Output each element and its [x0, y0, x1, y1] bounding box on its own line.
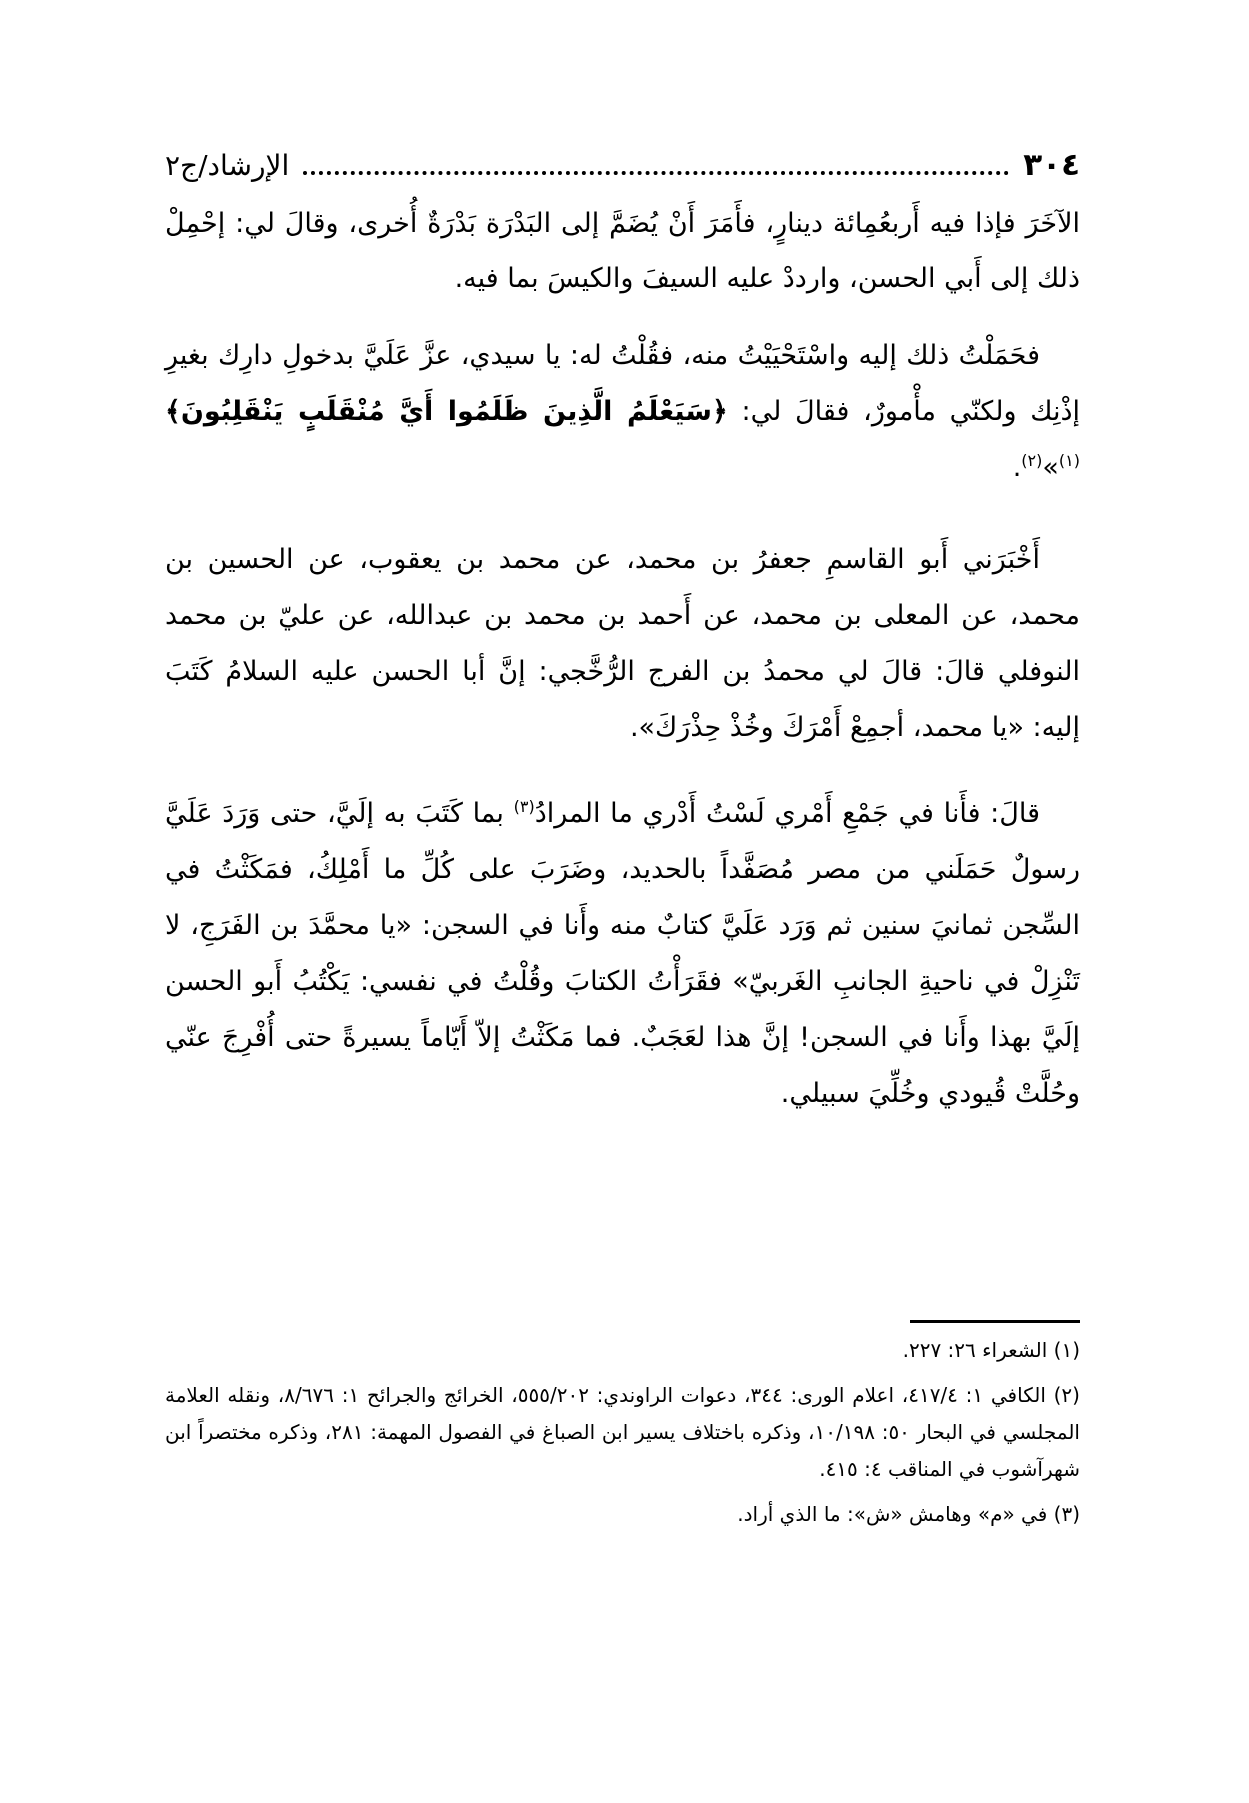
footnote-ref-2: (٢) — [1021, 451, 1043, 470]
closing-quote: » — [1042, 452, 1059, 483]
paragraph-1: الآخَرَ فإذا فيه أَربعُمِائة دينارٍ، فأَمَرَ أَنْ يُضَمَّ إلى البَدْرَة بَدْرَةٌ أُخرى، وقالَ لي: إحْمِلْ ذلك إلى أَبي الحسن، وارددْ عليه السيفَ والكيسَ بما فيه. — [165, 208, 1080, 294]
paragraph-2-end: . — [1012, 452, 1022, 483]
paragraph-4-start: قالَ: فأَنا في جَمْعِ أَمْري لَسْتُ أَدْري ما المرادُ — [534, 798, 1041, 829]
running-title: الإرشاد/ج٢ — [165, 148, 290, 182]
paragraph-3: أَخْبَرَني أَبو القاسمِ جعفرُ بن محمد، عن محمد بن يعقوب، عن الحسين بن محمد، عن المعلى بن محمد، عن أَحمد بن محمد بن عبدالله، عن عليّ بن محمد النوفلي قالَ: قالَ لي محمدُ بن الفرج الرُّخَّجي: إنَّ أبا الحسن عليه السلامُ كَتَبَ إليه: «يا محمد، أجمِعْ أَمْرَكَ وخُذْ حِذْرَكَ». — [165, 544, 1080, 743]
footnotes — [165, 1332, 1080, 1541]
paragraph-2-text: فحَمَلْتُ ذلك إليه واسْتَحْيَيْتُ منه، فقُلْتُ له: يا سيدي، عزَّ عَلَيَّ بدخولِ دارِك بغيرِ إذْنِك ولكنّي مأْمورٌ، فقالَ لي: — [165, 340, 1080, 427]
footnote-1: (١) الشعراء ٢٦: ٢٢٧. — [902, 1338, 1080, 1362]
footnote-separator — [910, 1320, 1080, 1323]
page-header — [165, 140, 1080, 190]
page-number: ٣٠٤ — [1023, 147, 1080, 183]
quran-verse: ﴿سَيَعْلَمُ الَّذِينَ ظَلَمُوا أَيَّ مُنْقَلَبٍ يَنْقَلِبُونَ﴾ — [165, 396, 728, 427]
paragraph-4-rest: بما كَتَبَ به إلَيَّ، حتى وَرَدَ عَلَيَّ رسولٌ حَمَلَني من مصر مُصَفَّداً بالحديد، وضَرَبَ على كُلِّ ما أَمْلِكُ، فمَكَثْتُ في السِّجن ثمانيَ سنين ثم وَرَد عَلَيَّ كتابٌ منه وأَنا في السجن: «يا محمَّدَ بن الفَرَجِ، لا تَنْزِلْ في ناحيةِ الجانبِ الغَربيّ» فقَرَأْتُ الكتابَ وقُلْتُ في نفسي: يَكْتُبُ أَبو الحسن إلَيَّ بهذا وأَنا في السجن! إنَّ هذا لعَجَبٌ. فما مَكَثْتُ إلاّ أَيّاماً يسيرةً حتى أُفْرِجَ عنّي وحُلَّتْ قُيودي وخُلِّيَ سبيلي. — [165, 798, 1080, 1109]
header-dot-leader — [303, 171, 1009, 175]
paragraph-4 — [165, 786, 1080, 1122]
main-text — [165, 196, 1080, 1122]
footnote-ref-3: (٣) — [513, 797, 535, 816]
footnote-2: (٢) الكافي ١: ٤١٧/٤، اعلام الورى: ٣٤٤، دعوات الراوندي: ٥٥٥/٢٠٢، الخرائج والجرائح ١: ٨/٦٧٦، ونقله العلامة المجلسي في البحار ٥٠: ١٠/١٩٨، وذكره باختلاف يسير ابن الصباغ في الفصول المهمة: ٢٨١، وذكره مختصراً ابن شهرآشوب في المناقب ٤: ٤١٥. — [165, 1383, 1080, 1481]
footnote-ref-1: (١) — [1058, 451, 1080, 470]
footnote-3: (٣) في «م» وهامش «ش»: ما الذي أراد. — [737, 1502, 1080, 1526]
paragraph-2 — [165, 328, 1080, 496]
